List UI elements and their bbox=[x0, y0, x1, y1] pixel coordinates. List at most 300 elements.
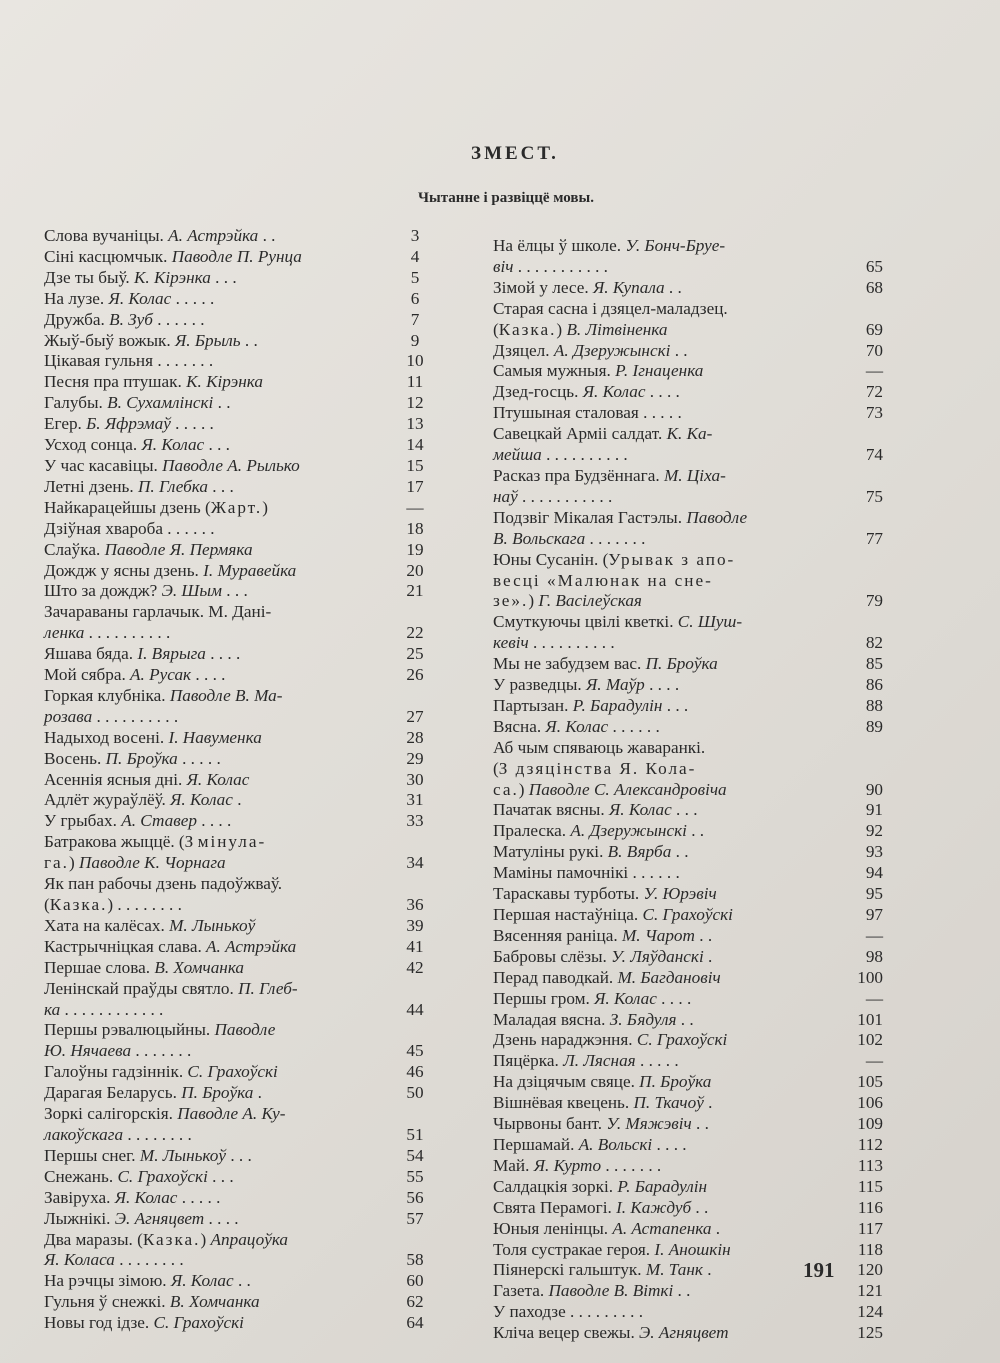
toc-entry-text: . . . . . . . . . . . . bbox=[60, 999, 164, 1019]
toc-entry-page: 34 bbox=[406, 853, 424, 873]
toc-entry-author: У. Бонч-Бруе- bbox=[625, 236, 726, 255]
toc-entry-text: . . bbox=[691, 1197, 709, 1217]
toc-entry-text: . . . . . . . . bbox=[123, 1124, 192, 1144]
toc-entry-text: Піянерскі гальштук. bbox=[493, 1260, 646, 1280]
toc-entry bbox=[44, 1209, 440, 1230]
toc-entry-title bbox=[493, 1302, 813, 1323]
toc-entry-genre: Казка. bbox=[49, 895, 108, 914]
toc-entry-text: . . . bbox=[671, 800, 698, 820]
toc-entry-text: Птушыная сталовая . . . . . bbox=[493, 403, 682, 423]
toc-entry-page: 42 bbox=[406, 957, 424, 977]
toc-entry-author: Паводле А. Рылько bbox=[162, 455, 300, 475]
toc-entry-author: Э. Шым bbox=[161, 581, 222, 601]
toc-entry-title bbox=[493, 1156, 813, 1177]
toc-entry-author: Р. Барадулін bbox=[617, 1176, 708, 1196]
toc-entry-title bbox=[493, 1219, 813, 1240]
toc-entry-text: Кліча вецер свежы. bbox=[493, 1323, 640, 1343]
toc-entry bbox=[493, 1302, 883, 1323]
toc-entry bbox=[493, 675, 883, 696]
toc-entry-page: 73 bbox=[865, 403, 883, 423]
toc-entry bbox=[493, 445, 883, 466]
toc-entry-author: П. Ткачоў bbox=[633, 1093, 704, 1113]
toc-entry-text: . . . bbox=[226, 1145, 252, 1165]
toc-entry-text: . bbox=[703, 946, 713, 966]
toc-entry-page: 62 bbox=[406, 1292, 424, 1312]
toc-entry-page: — bbox=[865, 361, 883, 381]
toc-entry-page: 68 bbox=[865, 277, 883, 297]
toc-entry-title bbox=[44, 435, 390, 456]
toc-entry-author: С. Грахоўскі bbox=[117, 1166, 208, 1186]
toc-entry-author: Я. Коласа bbox=[44, 1250, 115, 1270]
toc-entry-title bbox=[493, 403, 813, 424]
toc-entry-page: 18 bbox=[406, 518, 424, 538]
toc-entry-title bbox=[44, 874, 390, 895]
toc-entry-text: Юны Сусанін. ( bbox=[493, 549, 609, 569]
toc-entry-text: Мой сябра. bbox=[44, 665, 131, 685]
toc-entry-text: Тараскавы турботы. bbox=[493, 884, 644, 904]
toc-entry-page: 5 bbox=[410, 267, 420, 287]
toc-entry-page: 17 bbox=[406, 476, 424, 496]
toc-entry-page: 30 bbox=[406, 769, 424, 789]
toc-entry-text: Восень. bbox=[44, 748, 106, 768]
toc-entry-author: П. Глеб- bbox=[238, 978, 298, 998]
toc-entry bbox=[493, 508, 883, 529]
toc-entry bbox=[493, 571, 883, 592]
toc-entry-page: 19 bbox=[406, 539, 424, 559]
toc-entry-text: Жыў-быў вожык. bbox=[44, 330, 175, 350]
toc-entry-page: 26 bbox=[406, 665, 424, 685]
toc-entry-title bbox=[44, 707, 390, 728]
toc-entry-page: 15 bbox=[406, 455, 424, 475]
toc-entry-page: 27 bbox=[406, 706, 424, 726]
toc-entry bbox=[493, 884, 883, 905]
toc-entry-page: 106 bbox=[857, 1093, 883, 1113]
toc-entry-text: . . . . . bbox=[170, 414, 214, 434]
toc-entry-text: . . . . . . . bbox=[585, 528, 646, 548]
toc-entry-page: 89 bbox=[865, 716, 883, 736]
toc-entry-title bbox=[44, 268, 390, 289]
toc-entry-title bbox=[493, 1030, 813, 1051]
toc-entry-text: . . . . . . . . bbox=[114, 1250, 184, 1270]
toc-entry-text: Расказ пра Будзённага. bbox=[493, 465, 664, 485]
toc-entry bbox=[493, 717, 883, 738]
toc-entry-text: Асеннія ясныя дні. bbox=[44, 769, 187, 789]
toc-entry-author: Паводле К. Чорнага bbox=[79, 853, 226, 873]
toc-entry-author: П. Глебка bbox=[137, 476, 208, 496]
toc-entry-text: Сіні касцюмчык. bbox=[44, 246, 172, 266]
toc-entry-title bbox=[493, 800, 813, 821]
toc-entry-author: Я. Брыль bbox=[174, 330, 241, 350]
toc-entry-author: мейша bbox=[493, 445, 542, 465]
toc-entry-page: 112 bbox=[857, 1134, 883, 1154]
toc-entry bbox=[493, 989, 883, 1010]
toc-entry-page: 116 bbox=[857, 1197, 883, 1217]
toc-entry bbox=[493, 550, 883, 571]
toc-entry-author: Я. Колас bbox=[186, 769, 250, 789]
toc-entry-author: Г. Васілеўская bbox=[538, 591, 642, 611]
toc-entry bbox=[44, 1146, 440, 1167]
toc-entry-text: Першамай. bbox=[493, 1134, 579, 1154]
toc-entry bbox=[44, 811, 440, 832]
toc-entry bbox=[44, 853, 440, 874]
toc-entry-text: . . . . bbox=[652, 1134, 687, 1154]
toc-entry-text: Толя сустракае героя. bbox=[493, 1239, 655, 1259]
toc-entry-title bbox=[493, 675, 813, 696]
toc-entry bbox=[44, 1188, 440, 1209]
toc-entry bbox=[493, 341, 883, 362]
toc-entry-page: 28 bbox=[406, 727, 424, 747]
toc-entry-page: — bbox=[865, 988, 883, 1008]
toc-entry-page: 92 bbox=[865, 821, 883, 841]
toc-entry-title bbox=[44, 1020, 390, 1041]
toc-entry-author: В. Хомчанка bbox=[169, 1292, 260, 1312]
toc-entry-page: 21 bbox=[406, 581, 424, 601]
toc-entry-title bbox=[44, 644, 390, 665]
toc-entry-page: 82 bbox=[865, 633, 883, 653]
toc-entry-author: М. Лынькоў bbox=[139, 1145, 227, 1165]
toc-entry-text: На ёлцы ў школе. bbox=[493, 236, 626, 255]
toc-entry-text: . . . . bbox=[204, 1208, 239, 1228]
toc-entry-title bbox=[493, 968, 813, 989]
toc-entry bbox=[493, 1177, 883, 1198]
toc-entry-text: Самыя мужныя. bbox=[493, 361, 616, 381]
toc-entry-title bbox=[493, 1198, 813, 1219]
toc-entry-title bbox=[493, 341, 813, 362]
toc-entry-page: 74 bbox=[865, 445, 883, 465]
toc-entry bbox=[44, 979, 440, 1000]
toc-entry bbox=[44, 623, 440, 644]
toc-entry-title bbox=[44, 770, 390, 791]
toc-entry-text: . . . . bbox=[644, 675, 680, 695]
toc-entry-text: Дзе ты быў. bbox=[44, 267, 134, 287]
toc-entry-page: 29 bbox=[406, 748, 424, 768]
toc-entry-title bbox=[44, 519, 390, 540]
toc-entry-text: . . . . . . . bbox=[131, 1041, 192, 1061]
toc-entry-title bbox=[493, 821, 813, 842]
toc-entry-text: Батракова жыццё. (З bbox=[44, 832, 198, 852]
toc-entry-page: 7 bbox=[410, 309, 420, 329]
toc-entry-page: 12 bbox=[406, 393, 424, 413]
toc-entry bbox=[493, 821, 883, 842]
toc-entry-author: М. Чарот bbox=[621, 925, 695, 945]
toc-entry-page: 31 bbox=[406, 790, 424, 810]
toc-entry-genre: весці «Малюнак на сне- bbox=[493, 570, 713, 590]
toc-entry-text: Зоркі салігорскія. bbox=[44, 1104, 178, 1124]
toc-entry-text: . . . . bbox=[645, 382, 680, 402]
toc-entry-author: І. Муравейка bbox=[203, 560, 297, 580]
toc-entry-title bbox=[493, 1010, 813, 1031]
toc-entry-text: ) bbox=[68, 853, 80, 873]
toc-entry-author: М. Ціха- bbox=[663, 465, 726, 485]
toc-entry-title bbox=[44, 581, 390, 602]
toc-entry bbox=[493, 278, 883, 299]
toc-entry bbox=[44, 874, 440, 895]
toc-entry bbox=[44, 1292, 440, 1313]
toc-entry bbox=[493, 654, 883, 675]
toc-entry-author: Э. Агняцвет bbox=[114, 1208, 205, 1228]
toc-entry-author: М. Лынькоў bbox=[169, 915, 256, 935]
toc-entry-text: Усход сонца. bbox=[44, 435, 142, 455]
toc-entry-text: . . . . . . bbox=[152, 309, 205, 329]
toc-entry-text: . . . . bbox=[656, 988, 692, 1008]
toc-entry-author: І. Вярыга bbox=[137, 644, 206, 664]
toc-entry-text: Старая сасна і дзяцел-маладзец. bbox=[493, 298, 728, 318]
toc-entry-title bbox=[44, 1062, 390, 1083]
toc-entry-title bbox=[44, 623, 390, 644]
toc-entry bbox=[44, 393, 440, 414]
toc-entry-text: Вясна. bbox=[493, 716, 546, 736]
toc-entry-genre: са. bbox=[493, 779, 519, 799]
toc-entry-text: У грыбах. bbox=[44, 811, 122, 831]
toc-entry bbox=[493, 1323, 883, 1344]
toc-entry bbox=[44, 268, 440, 289]
toc-entry-text: Што за дождж? bbox=[44, 581, 162, 601]
toc-entry bbox=[493, 1051, 883, 1072]
toc-entry-title bbox=[493, 1072, 813, 1093]
toc-entry-title bbox=[493, 863, 813, 884]
toc-entry-title bbox=[493, 1240, 813, 1261]
toc-entry-text: Снежань. bbox=[44, 1166, 118, 1186]
toc-entry-text: Чырвоны бант. bbox=[493, 1114, 607, 1134]
toc-entry-author: А. Русак bbox=[130, 665, 192, 685]
toc-entry-author: ленка bbox=[44, 623, 85, 643]
toc-entry-author: Р. Ігнаценка bbox=[615, 361, 704, 381]
toc-entry-page: — bbox=[865, 925, 883, 945]
toc-entry-text: Зімой у лесе. bbox=[493, 277, 593, 297]
toc-entry-title bbox=[44, 1083, 390, 1104]
toc-entry bbox=[493, 905, 883, 926]
toc-entry-text: . . . . . . . . . . bbox=[92, 706, 179, 726]
toc-entry-text: Зачараваны гарлачык. М. Дані- bbox=[44, 602, 272, 622]
toc-entry-text: . bbox=[253, 1083, 262, 1103]
toc-entry-title bbox=[44, 1167, 390, 1188]
toc-entry bbox=[44, 1083, 440, 1104]
toc-entry-text: Слаўка. bbox=[44, 539, 105, 559]
toc-entry-page: 33 bbox=[406, 811, 424, 831]
toc-entry-text: . . bbox=[671, 842, 689, 862]
toc-entry-text: . . bbox=[691, 1114, 709, 1134]
toc-right-column bbox=[493, 236, 883, 1344]
toc-entry-title bbox=[44, 749, 390, 770]
toc-entry-text: . bbox=[711, 1218, 721, 1238]
toc-entry bbox=[44, 644, 440, 665]
toc-entry-page: 72 bbox=[865, 382, 883, 402]
toc-entry-author: П. Броўка bbox=[181, 1083, 254, 1103]
toc-entry-text: Дзіўная хвароба . . . . . . bbox=[44, 518, 215, 538]
toc-entry bbox=[493, 780, 883, 801]
toc-entry bbox=[493, 633, 883, 654]
toc-entry-author: А. Вольскі bbox=[578, 1134, 653, 1154]
toc-entry-genre: З дзяцінства Я. Кола- bbox=[498, 758, 697, 778]
toc-entry bbox=[44, 937, 440, 958]
toc-entry bbox=[44, 561, 440, 582]
toc-entry-text: Першы гром. bbox=[493, 988, 595, 1008]
toc-entry-text: Дождж у ясны дзень. bbox=[44, 560, 204, 580]
toc-entry-text: У час касавіцы. bbox=[44, 455, 163, 475]
toc-entry-author: кевіч bbox=[493, 633, 529, 653]
toc-entry-genre: зе». bbox=[493, 591, 529, 611]
toc-entry bbox=[493, 696, 883, 717]
toc-entry-title bbox=[493, 236, 813, 257]
toc-entry-page: 60 bbox=[406, 1271, 424, 1291]
toc-entry-text: . . bbox=[664, 277, 682, 297]
toc-entry-author: Ю. Нячаева bbox=[44, 1041, 132, 1061]
toc-entry-title bbox=[493, 654, 813, 675]
toc-entry-title bbox=[493, 278, 813, 299]
toc-entry-text: Яшава бяда. bbox=[44, 644, 138, 664]
toc-entry-author: Я. Маўр bbox=[585, 675, 645, 695]
toc-entry-title bbox=[44, 1209, 390, 1230]
toc-entry-text: Смуткуючы цвілі кветкі. bbox=[493, 612, 678, 632]
toc-entry bbox=[44, 790, 440, 811]
toc-entry-author: лакоўскага bbox=[44, 1124, 124, 1144]
toc-entry-title bbox=[44, 289, 390, 310]
toc-entry-author: наў bbox=[493, 486, 518, 506]
toc-entry-title bbox=[493, 361, 813, 382]
toc-entry-text: . . . . . bbox=[177, 748, 221, 768]
toc-entry bbox=[44, 331, 440, 352]
toc-entry-author: С. Шуш- bbox=[677, 612, 743, 632]
toc-entry-page: 36 bbox=[406, 895, 424, 914]
toc-entry-page: 20 bbox=[406, 560, 424, 580]
toc-entry-author: У. Мяжэвіч bbox=[606, 1114, 692, 1134]
toc-entry-page: 56 bbox=[406, 1187, 424, 1207]
toc-entry-text: Маладая вясна. bbox=[493, 1009, 610, 1029]
toc-entry-author: Паводле В. Віткі bbox=[548, 1281, 674, 1301]
toc-entry-text: Пралеска. bbox=[493, 821, 571, 841]
toc-entry-text: . . . . . . . . . . . bbox=[513, 256, 608, 276]
toc-entry-text: . . . . . . . . . . bbox=[528, 633, 615, 653]
toc-entry bbox=[44, 602, 440, 623]
toc-entry-text: Першая настаўніца. bbox=[493, 905, 643, 924]
toc-entry-title bbox=[44, 226, 390, 247]
toc-entry-text: ) bbox=[200, 1229, 211, 1249]
toc-entry-author: С. Грахоўскі bbox=[153, 1313, 244, 1333]
toc-entry-page: 113 bbox=[857, 1155, 883, 1175]
toc-entry-author: Я. Колас bbox=[545, 716, 609, 736]
toc-entry bbox=[44, 435, 440, 456]
toc-entry-text: ) bbox=[528, 591, 539, 611]
toc-entry-title bbox=[493, 591, 813, 612]
toc-entry bbox=[493, 968, 883, 989]
toc-entry-title bbox=[44, 498, 390, 519]
toc-entry-title bbox=[44, 1271, 390, 1292]
toc-entry-text: . . bbox=[240, 330, 258, 350]
toc-entry-text: Аб чым спяваюць жаваранкі. bbox=[493, 737, 706, 757]
toc-entry bbox=[44, 1230, 440, 1251]
toc-entry-text: . . bbox=[233, 1271, 251, 1291]
page-number: 191 bbox=[803, 1258, 835, 1282]
toc-entry-text: Пачатак вясны. bbox=[493, 800, 609, 820]
toc-entry bbox=[493, 1281, 883, 1302]
toc-entry bbox=[44, 832, 440, 853]
toc-entry bbox=[493, 236, 883, 257]
toc-entry-text: . . bbox=[694, 925, 713, 945]
toc-entry-text: Песня пра птушак. bbox=[44, 372, 187, 392]
toc-entry-text: . bbox=[232, 790, 242, 810]
toc-entry-title bbox=[493, 529, 813, 550]
toc-entry-author: П. Броўка bbox=[639, 1072, 712, 1092]
toc-entry-author: Я. Купала bbox=[592, 277, 665, 297]
toc-entry-page: 41 bbox=[406, 936, 424, 956]
toc-entry-text: . . . . . bbox=[171, 288, 215, 308]
toc-entry bbox=[493, 1219, 883, 1240]
toc-entry bbox=[44, 498, 440, 519]
toc-entry-page: 6 bbox=[410, 288, 420, 308]
toc-entry-text: . . bbox=[258, 226, 276, 245]
toc-entry-author: Паводле bbox=[214, 1020, 276, 1040]
toc-entry-text: Горкая клубніка. bbox=[44, 685, 170, 705]
toc-entry-title bbox=[493, 738, 813, 759]
toc-entry bbox=[493, 1156, 883, 1177]
toc-entry-author: Я. Колас bbox=[141, 435, 205, 455]
toc-entry-text: Вясенняя раніца. bbox=[493, 925, 622, 945]
toc-entry-page: 91 bbox=[865, 800, 883, 820]
toc-entry-text: . . . . bbox=[191, 665, 226, 685]
toc-entry-text: Як пан рабочы дзень падоўжваў. bbox=[44, 874, 283, 894]
toc-entry bbox=[44, 1020, 440, 1041]
toc-entry-page: 50 bbox=[406, 1083, 424, 1103]
toc-entry-title bbox=[493, 1114, 813, 1135]
toc-entry-author: Б. Яфрэмаў bbox=[86, 414, 171, 434]
toc-entry-text: Егер. bbox=[44, 414, 87, 434]
toc-entry-text: Хата на калёсах. bbox=[44, 915, 170, 935]
toc-entry-text: . . bbox=[686, 821, 705, 841]
toc-entry-text: На рэчцы зімою. bbox=[44, 1271, 171, 1291]
toc-entry-author: розава bbox=[44, 706, 93, 726]
toc-entry-text: . . . . . bbox=[177, 1187, 221, 1207]
toc-entry-text: . . bbox=[670, 340, 688, 360]
toc-entry-title bbox=[44, 602, 390, 623]
toc-entry-title bbox=[493, 612, 813, 633]
toc-entry-text: Савецкай Арміі салдат. bbox=[493, 424, 667, 444]
toc-entry-author: М. Танк bbox=[645, 1260, 703, 1280]
toc-entry bbox=[44, 1041, 440, 1062]
toc-entry-text: Маміны памочнікі . . . . . . bbox=[493, 863, 680, 883]
toc-entry-title bbox=[44, 1230, 390, 1251]
toc-entry-text: ) bbox=[556, 319, 567, 339]
toc-entry bbox=[493, 1010, 883, 1031]
toc-entry-author: В. Літвіненка bbox=[566, 319, 668, 339]
toc-entry-title bbox=[44, 351, 390, 372]
toc-entry-text: ) bbox=[518, 779, 529, 799]
toc-entry bbox=[493, 759, 883, 780]
toc-left-column bbox=[44, 226, 440, 1334]
toc-entry-text: Дзень нараджэння. bbox=[493, 1030, 637, 1050]
toc-entry-text: . . . . . bbox=[635, 1051, 679, 1071]
toc-entry-text: Адлёт жураўлёў. bbox=[44, 790, 171, 810]
toc-entry bbox=[493, 299, 883, 320]
toc-entry-page: 58 bbox=[406, 1250, 424, 1270]
toc-entry-page: 95 bbox=[865, 884, 883, 904]
toc-entry-text: Галубы. bbox=[44, 393, 108, 413]
toc-entry bbox=[44, 1167, 440, 1188]
toc-entry-text: Юныя ленінцы. bbox=[493, 1218, 613, 1238]
toc-entry-page: 10 bbox=[406, 351, 424, 371]
toc-entry bbox=[493, 738, 883, 759]
toc-entry-text: Лыжнікі. bbox=[44, 1208, 115, 1228]
toc-entry-page: 98 bbox=[865, 946, 883, 966]
toc-entry-genre: Урывак з апо- bbox=[608, 549, 736, 569]
toc-entry-page: 121 bbox=[857, 1281, 883, 1301]
toc-entry-text: Салдацкія зоркі. bbox=[493, 1176, 618, 1196]
toc-entry-page: 125 bbox=[857, 1323, 883, 1343]
toc-entry-text: Май. bbox=[493, 1155, 534, 1175]
toc-entry-page: 39 bbox=[406, 915, 424, 935]
toc-entry-title bbox=[44, 1104, 390, 1125]
toc-entry-page: 86 bbox=[865, 675, 883, 695]
toc-entry-text: ) bbox=[262, 497, 268, 517]
